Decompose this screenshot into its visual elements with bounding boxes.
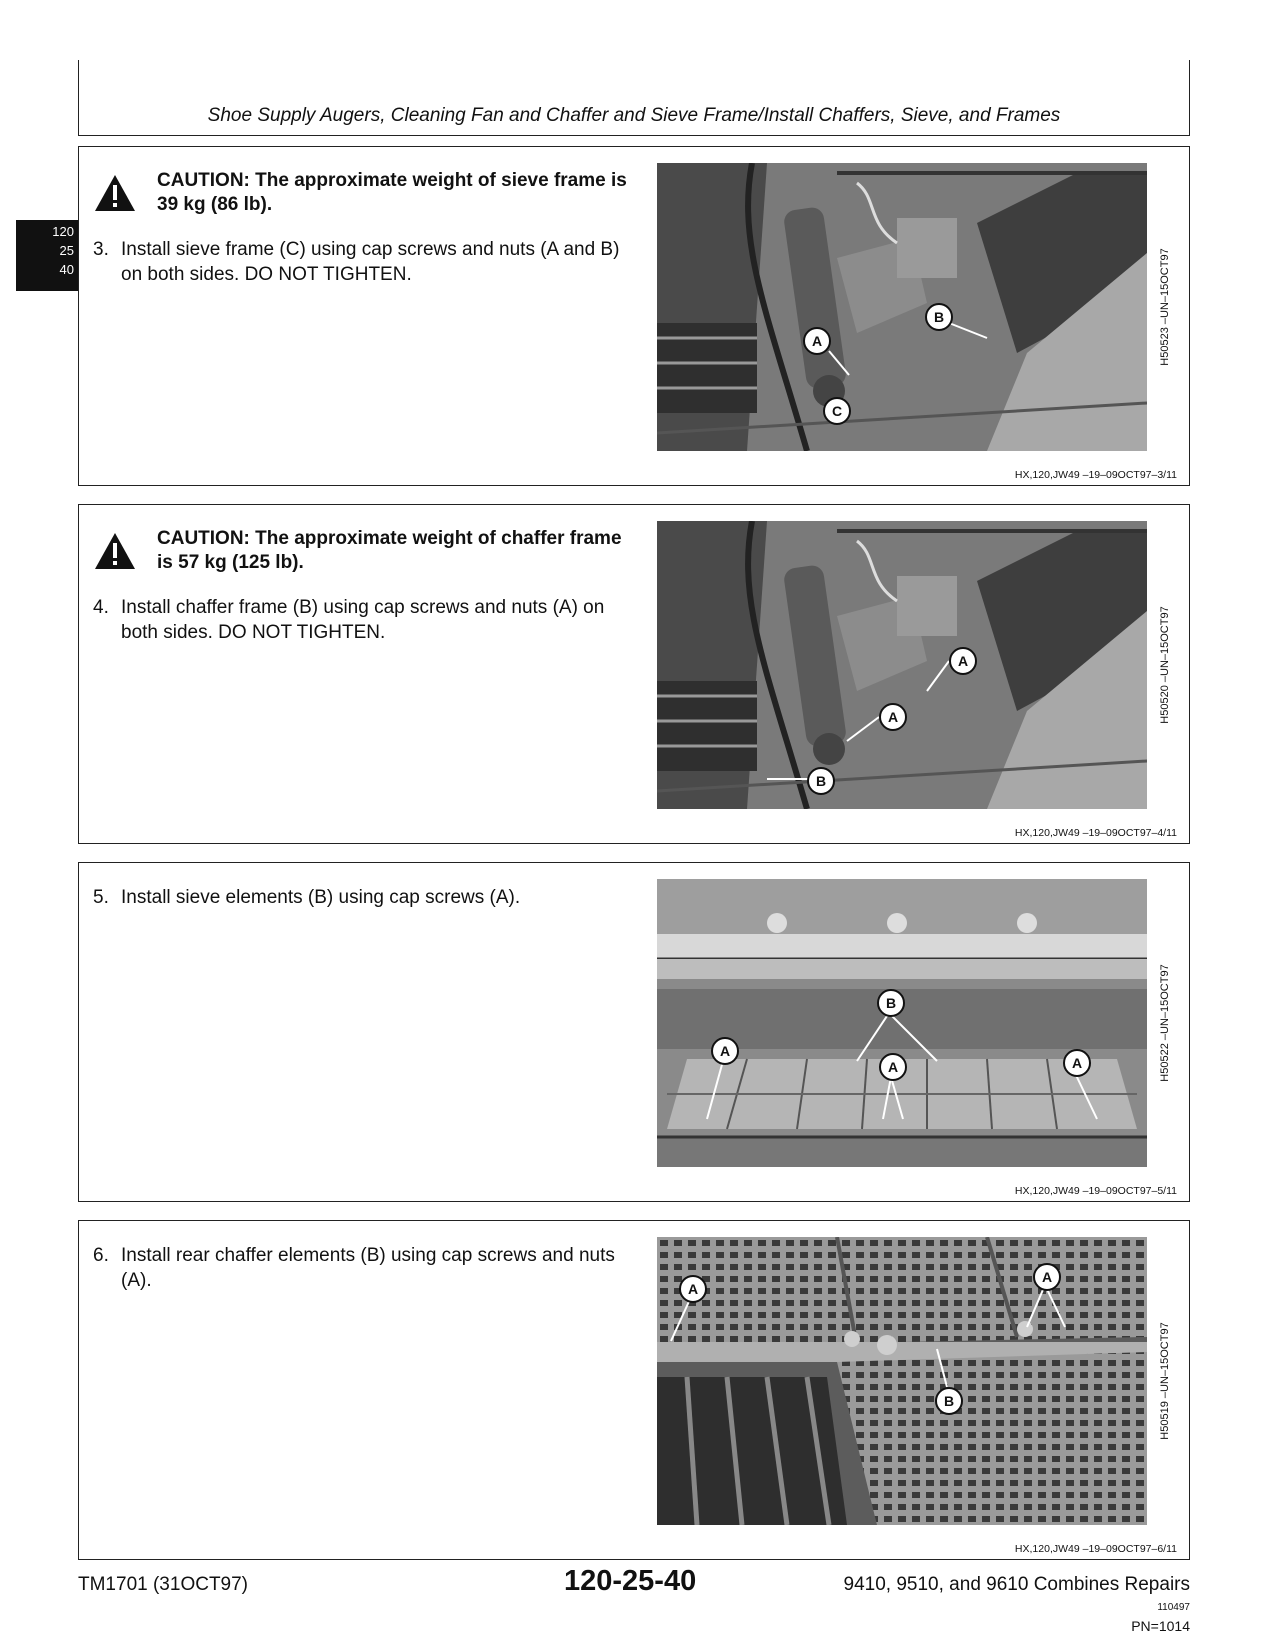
illustration-photo <box>657 1237 1147 1525</box>
step-number: 5. <box>93 887 109 908</box>
callout-b: B <box>935 1387 963 1415</box>
step-text: Install chaffer frame (B) using cap screws and nuts (A) on both sides. DO NOT TIGHTEN. <box>121 597 605 643</box>
callout-a: A <box>879 1053 907 1081</box>
page-header <box>78 60 1190 136</box>
step-instruction <box>93 237 633 287</box>
step-text: Install rear chaffer elements (B) using cap screws and nuts (A). <box>121 1245 615 1291</box>
procedure-step-3 <box>78 146 1190 486</box>
step-instruction <box>93 885 633 910</box>
callout-a: A <box>949 647 977 675</box>
callout-a: A <box>679 1275 707 1303</box>
photo-code: H50523 –UN–15OCT97 <box>1159 248 1171 366</box>
step-number: 6. <box>93 1245 109 1266</box>
illustration-photo <box>657 521 1147 809</box>
reference-code: HX,120,JW49 –19–09OCT97–3/11 <box>1014 469 1177 481</box>
pn-number: PN=1014 <box>1131 1618 1190 1634</box>
section-tab-line: 25 <box>59 243 74 258</box>
step-instruction <box>93 595 633 645</box>
photo-code: H50522 –UN–15OCT97 <box>1159 964 1171 1082</box>
photo-code: H50520 –UN–15OCT97 <box>1159 606 1171 724</box>
callout-a: A <box>1033 1263 1061 1291</box>
print-code: 110497 <box>1157 1602 1190 1613</box>
callout-a: A <box>803 327 831 355</box>
callout-b: B <box>925 303 953 331</box>
page-number: 120-25-40 <box>564 1565 697 1597</box>
callout-b: B <box>807 767 835 795</box>
reference-code: HX,120,JW49 –19–09OCT97–6/11 <box>1014 1543 1177 1555</box>
photo-code: H50519 –UN–15OCT97 <box>1159 1322 1171 1440</box>
step-text: Install sieve frame (C) using cap screws and nuts (A and B) on both sides. DO NOT TIGHTEN. <box>121 239 620 285</box>
warning-icon <box>93 173 137 213</box>
manual-title: 9410, 9510, and 9610 Combines Repairs <box>843 1574 1190 1595</box>
procedure-step-6 <box>78 1220 1190 1560</box>
callout-a: A <box>1063 1049 1091 1077</box>
page-title: Shoe Supply Augers, Cleaning Fan and Chaffer and Sieve Frame/Install Chaffers, Sieve, and Frames <box>207 105 1061 126</box>
warning-icon <box>93 531 137 571</box>
callout-c: C <box>823 397 851 425</box>
illustration-photo <box>657 163 1147 451</box>
callout-a: A <box>711 1037 739 1065</box>
step-text: Install sieve elements (B) using cap screws (A). <box>121 887 521 908</box>
reference-code: HX,120,JW49 –19–09OCT97–5/11 <box>1014 1185 1177 1197</box>
callout-a: A <box>879 703 907 731</box>
section-tab-line: 40 <box>59 262 74 277</box>
illustration-photo <box>657 879 1147 1167</box>
procedure-step-4 <box>78 504 1190 844</box>
section-tab-line: 120 <box>52 224 74 239</box>
step-number: 3. <box>93 239 109 260</box>
procedure-step-5 <box>78 862 1190 1202</box>
section-tab <box>16 220 78 291</box>
manual-id: TM1701 (31OCT97) <box>78 1574 249 1595</box>
step-number: 4. <box>93 597 109 618</box>
step-instruction <box>93 1243 633 1293</box>
callout-b: B <box>877 989 905 1017</box>
reference-code: HX,120,JW49 –19–09OCT97–4/11 <box>1014 827 1177 839</box>
caution-text: CAUTION: The approximate weight of sieve frame is 39 kg (86 lb). <box>157 170 627 215</box>
caution-text: CAUTION: The approximate weight of chaffer frame is 57 kg (125 lb). <box>157 528 622 573</box>
